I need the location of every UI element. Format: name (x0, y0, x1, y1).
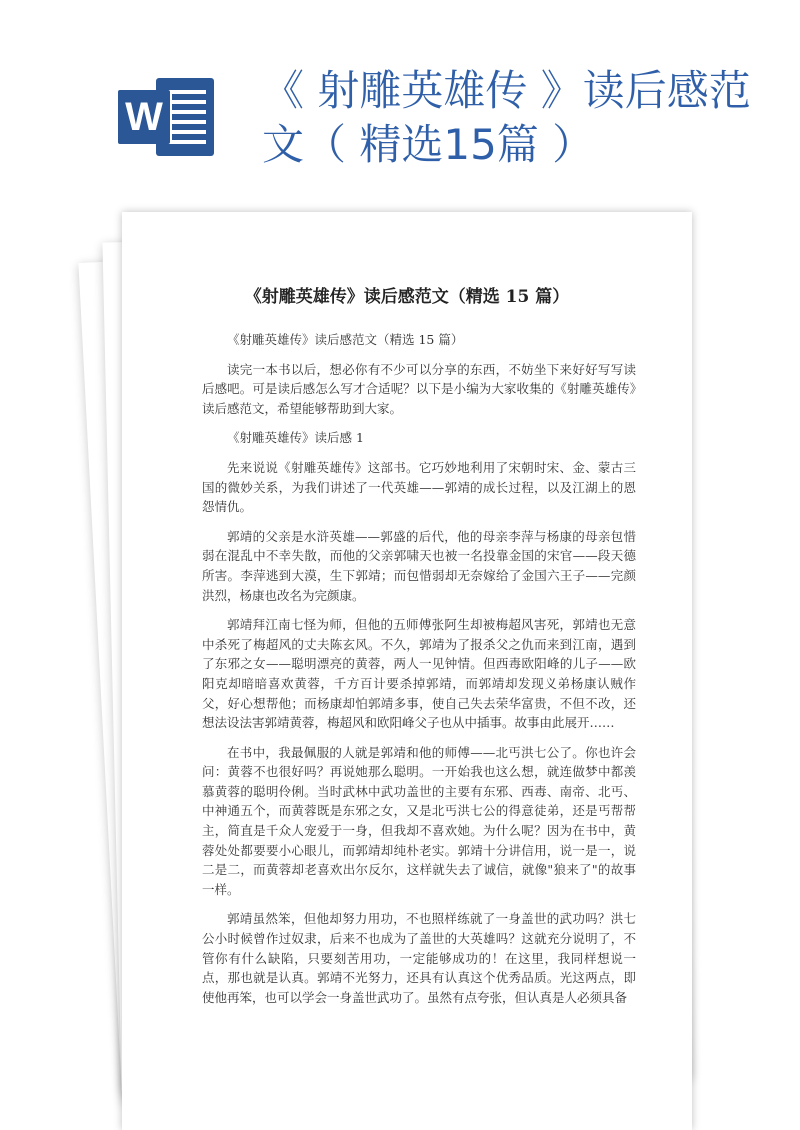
paragraph: 《射雕英雄传》读后感范文（精选 15 篇） (227, 332, 464, 347)
paragraph: 先来说说《射雕英雄传》这部书。它巧妙地利用了宋朝时宋、金、蒙古三国的微妙关系，为我们讲述了一代英雄——郭靖的成长过程，以及江湖上的恩怨情仇。 (202, 459, 636, 515)
word-document-icon: W (118, 78, 214, 156)
paragraph: 在书中，我最佩服的人就是郭靖和他的师傅——北丐洪七公了。你也许会问：黄蓉不也很好吗？再说她那么聪明。一开始我也这么想，就连做梦中都羡慕黄蓉的聪明伶俐。当时武林中武功盖世的主要有东邪、西毒、南帝、北丐、中神通五个，而黄蓉既是东邪之女，又是北丐洪七公的得意徒弟，还是丐帮帮主，简直是千众人宠爱于一身，但我却不喜欢她。为什么呢？因为在书中，黄蓉处处都要要小心眼儿，而郭靖却纯朴老实。郭靖十分讲信用，说一是一，说二是二，而黄蓉却老喜欢出尔反尔，这样就失去了诚信，就像"狼来了"的故事一样。 (202, 744, 636, 897)
paragraph: 郭靖虽然笨，但他却努力用功，不也照样练就了一身盖世的武功吗？洪七公小时候曾作过奴隶，后来不也成为了盖世的大英雄吗？这就充分说明了，不管你有什么缺陷，只要刻苦用功，一定能够成功的！在这里，我同样想说一点，那也就是认真。郭靖不光努力，还具有认真这个优秀品质。光这两点，即使他再笨，也可以学会一身盖世武功了。虽然有点夸张，但认真是人必须具备 (202, 911, 636, 1005)
paragraph: 郭靖拜江南七怪为师，但他的五师傅张阿生却被梅超风害死，郭靖也无意中杀死了梅超风的丈夫陈玄风。不久，郭靖为了报杀父之仇而来到江南，遇到了东邪之女——聪明漂亮的黄蓉，两人一见钟情。但西毒欧阳峰的儿子——欧阳克却暗暗喜欢黄蓉，千方百计要杀掉郭靖，而郭靖却发现义弟杨康认贼作父，好心想帮他；而杨康却怕郭靖多事，使自己失去荣华富贵，不但不改，还想法设法害郭靖黄蓉，梅超风和欧阳峰父子也从中插事。故事由此展开…… (202, 617, 636, 731)
document-body (202, 330, 636, 1017)
paragraph: 郭靖的父亲是水浒英雄——郭盛的后代，他的母亲李萍与杨康的母亲包惜弱在混乱中不幸失散，而他的父亲郭啸天也被一名投靠金国的宋官——段天德所害。李萍逃到大漠，生下郭靖；而包惜弱却无奈嫁给了金国六王子——完颜洪烈，杨康也改名为完颜康。 (202, 528, 636, 603)
page-title: 《 射雕英雄传 》读后感范文（ 精选15篇 ） (262, 66, 751, 169)
document-title: 《射雕英雄传》读后感范文（精选 15 篇） (244, 287, 570, 307)
paragraph: 读完一本书以后，想必你有不少可以分享的东西，不妨坐下来好好写写读后感吧。可是读后感怎么写才合适呢？以下是小编为大家收集的《射雕英雄传》读后感范文，希望能够帮助到大家。 (202, 361, 636, 416)
paragraph: 《射雕英雄传》读后感 1 (227, 430, 364, 446)
document-page (122, 212, 692, 1130)
